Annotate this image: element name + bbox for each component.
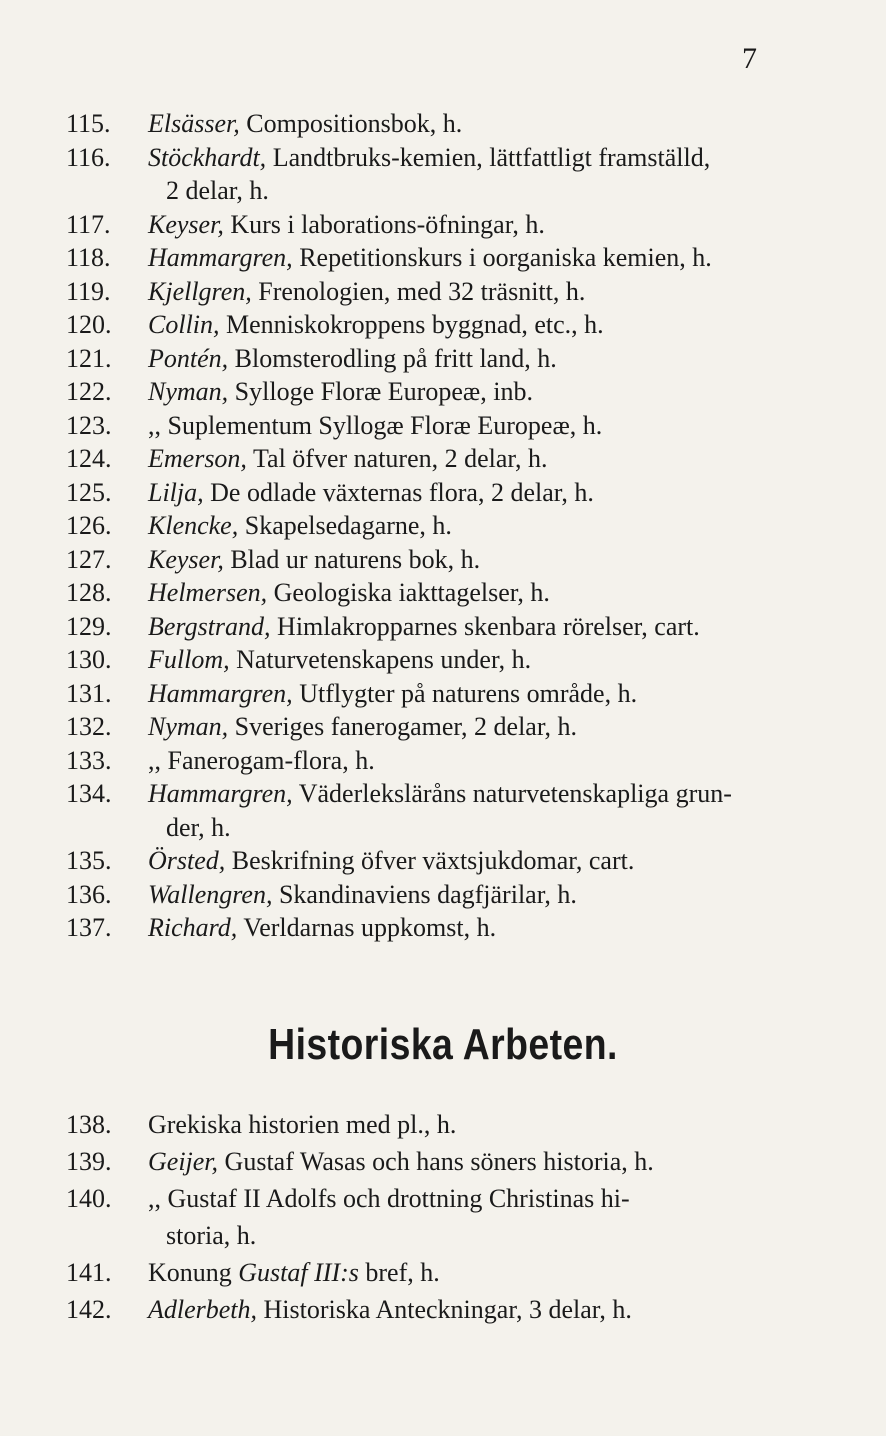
entry-author: Collin, bbox=[148, 310, 220, 339]
entry-text bbox=[148, 1145, 654, 1179]
entry-number: 115. bbox=[66, 109, 111, 138]
entry-author: Gustaf III:s bbox=[238, 1258, 359, 1287]
entry-author: Keyser, bbox=[148, 544, 224, 574]
entry-text bbox=[148, 643, 531, 677]
entry-title: Sveriges fanerogamer, 2 delar, h. bbox=[234, 712, 577, 741]
entry-text bbox=[148, 409, 602, 443]
entry-title: Verldarnas uppkomst, h. bbox=[243, 913, 497, 942]
entry-number: 116. bbox=[66, 142, 111, 172]
entry-continuation: 2 delar, h. bbox=[166, 176, 269, 205]
page-number: 7 bbox=[742, 42, 757, 75]
entry-text bbox=[148, 576, 550, 610]
entry-text bbox=[148, 342, 557, 376]
entry-number: 132. bbox=[66, 712, 112, 741]
entry-number: 133. bbox=[66, 745, 112, 775]
entry-title: Repetitionskurs i oorganiska kemien, h. bbox=[299, 243, 712, 272]
entry-author: Nyman, bbox=[148, 377, 229, 406]
entry-text bbox=[148, 1256, 440, 1290]
entry-number: 118. bbox=[66, 243, 111, 272]
entry-number: 122. bbox=[66, 377, 112, 406]
entry-text bbox=[148, 442, 548, 476]
entry-number: 119. bbox=[66, 276, 111, 306]
entry-continuation: storia, h. bbox=[166, 1221, 257, 1250]
entry-author: Emerson, bbox=[148, 444, 247, 473]
entry-number: 129. bbox=[66, 611, 112, 641]
entry-author: Hammargren, bbox=[148, 779, 293, 808]
entry-title: Grekiska historien med pl., h. bbox=[148, 1110, 457, 1139]
entry-title: Blad ur naturens bok, h. bbox=[230, 544, 481, 574]
entry-title: Beskrifning öfver växtsjukdomar, cart. bbox=[231, 846, 635, 875]
entry-text bbox=[148, 308, 604, 342]
entry-number: 124. bbox=[66, 444, 112, 473]
entry-title: Skapelsedagarne, h. bbox=[244, 511, 452, 540]
entry-number: 130. bbox=[66, 645, 112, 674]
entry-text bbox=[148, 911, 496, 945]
entry-author: Örsted, bbox=[148, 846, 226, 875]
entry-title: Fanerogam-flora, h. bbox=[167, 745, 375, 775]
entry-continuation: der, h. bbox=[166, 812, 231, 842]
entry-title: Utflygter på naturens område, h. bbox=[299, 678, 638, 708]
entry-number: 123. bbox=[66, 410, 112, 440]
entry-author: Pontén, bbox=[148, 343, 229, 373]
entry-author: Hammargren, bbox=[148, 243, 293, 272]
entry-author: Lilja, bbox=[148, 477, 204, 507]
entry-title: Suplementum Syllogæ Floræ Europeæ, h. bbox=[167, 410, 603, 440]
entry-author: Richard, bbox=[148, 913, 238, 942]
entry-text bbox=[148, 610, 700, 644]
entry-author: Adlerbeth, bbox=[148, 1295, 258, 1324]
entry-title: Tal öfver naturen, 2 delar, h. bbox=[252, 444, 548, 473]
entry-title: Gustaf II Adolfs och drottning Christinas hi- bbox=[167, 1184, 630, 1213]
entry-text bbox=[148, 107, 462, 141]
entry-author: ,, bbox=[148, 745, 161, 775]
entry-title: Blomsterodling på fritt land, h. bbox=[234, 343, 557, 373]
entry-author: Stöckhardt, bbox=[148, 142, 267, 172]
entry-title: Compositionsbok, h. bbox=[246, 109, 463, 138]
entry-number: 134. bbox=[66, 779, 112, 808]
section-heading: Historiska Arbeten. bbox=[268, 1020, 618, 1069]
entry-text bbox=[148, 677, 637, 711]
entry-author: ,, bbox=[148, 410, 161, 440]
entry-text bbox=[148, 241, 712, 275]
entry-author: Geijer, bbox=[148, 1147, 219, 1176]
entry-number: 136. bbox=[66, 879, 112, 909]
entry-author: Elsässer, bbox=[148, 109, 240, 138]
entry-number: 117. bbox=[66, 209, 111, 239]
entry-text bbox=[148, 878, 577, 912]
entry-title: Historiska Anteckningar, 3 delar, h. bbox=[263, 1295, 632, 1324]
entry-text bbox=[148, 1108, 456, 1142]
entry-author: Kjellgren, bbox=[148, 276, 252, 306]
entry-number: 140. bbox=[66, 1184, 112, 1213]
entry-number: 139. bbox=[66, 1147, 112, 1176]
entry-title: Gustaf Wasas och hans söners historia, h. bbox=[224, 1147, 654, 1176]
entry-text bbox=[148, 777, 732, 811]
entry-author: ,, bbox=[148, 1184, 161, 1213]
entry-title: Frenologien, med 32 träsnitt, h. bbox=[258, 276, 586, 306]
entry-text bbox=[148, 476, 594, 510]
entry-title: Sylloge Floræ Europeæ, inb. bbox=[234, 377, 533, 406]
entry-title: Naturvetenskapens under, h. bbox=[236, 645, 532, 674]
entry-text bbox=[148, 1182, 630, 1216]
entry-author: Keyser, bbox=[148, 209, 224, 239]
entry-author: Hammargren, bbox=[148, 678, 293, 708]
entry-number: 141. bbox=[66, 1258, 112, 1287]
entry-text bbox=[148, 375, 533, 409]
entry-number: 127. bbox=[66, 544, 112, 574]
entry-number: 135. bbox=[66, 846, 112, 875]
entry-author: Klencke, bbox=[148, 511, 239, 540]
entry-number: 142. bbox=[66, 1295, 112, 1324]
entry-author: Helmersen, bbox=[148, 578, 268, 607]
entry-author: Fullom, bbox=[148, 645, 230, 674]
entry-text bbox=[148, 509, 452, 543]
entry-text bbox=[148, 710, 577, 744]
entry-text bbox=[148, 1293, 632, 1327]
entry-title: Geologiska iakttagelser, h. bbox=[273, 578, 550, 607]
entry-number: 138. bbox=[66, 1110, 112, 1139]
entry-text bbox=[148, 275, 585, 309]
entry-number: 125. bbox=[66, 477, 112, 507]
entry-title: Landtbruks-kemien, lättfattligt framställd, bbox=[272, 142, 711, 172]
entry-title: Himlakropparnes skenbara rörelser, cart. bbox=[277, 611, 700, 641]
entry-text bbox=[148, 141, 710, 175]
entry-title: bref, h. bbox=[365, 1258, 440, 1287]
entry-author: Bergstrand, bbox=[148, 611, 271, 641]
entry-text bbox=[148, 543, 480, 577]
entry-text bbox=[148, 744, 375, 778]
entry-number: 121. bbox=[66, 343, 112, 373]
entry-number: 131. bbox=[66, 678, 112, 708]
entry-number: 128. bbox=[66, 578, 112, 607]
entry-title: Konung bbox=[148, 1258, 232, 1287]
entry-title: Menniskokroppens byggnad, etc., h. bbox=[226, 310, 604, 339]
entry-title: De odlade växternas flora, 2 delar, h. bbox=[210, 477, 594, 507]
entry-text bbox=[148, 844, 634, 878]
entry-number: 126. bbox=[66, 511, 112, 540]
entry-number: 120. bbox=[66, 310, 112, 339]
entry-title: Skandinaviens dagfjärilar, h. bbox=[278, 879, 577, 909]
entry-number: 137. bbox=[66, 913, 112, 942]
entry-text bbox=[148, 208, 545, 242]
entry-author: Wallengren, bbox=[148, 879, 273, 909]
entry-author: Nyman, bbox=[148, 712, 229, 741]
entry-title: Väderleksläråns naturvetenskapliga grun- bbox=[298, 779, 732, 808]
entry-title: Kurs i laborations-öfningar, h. bbox=[230, 209, 545, 239]
